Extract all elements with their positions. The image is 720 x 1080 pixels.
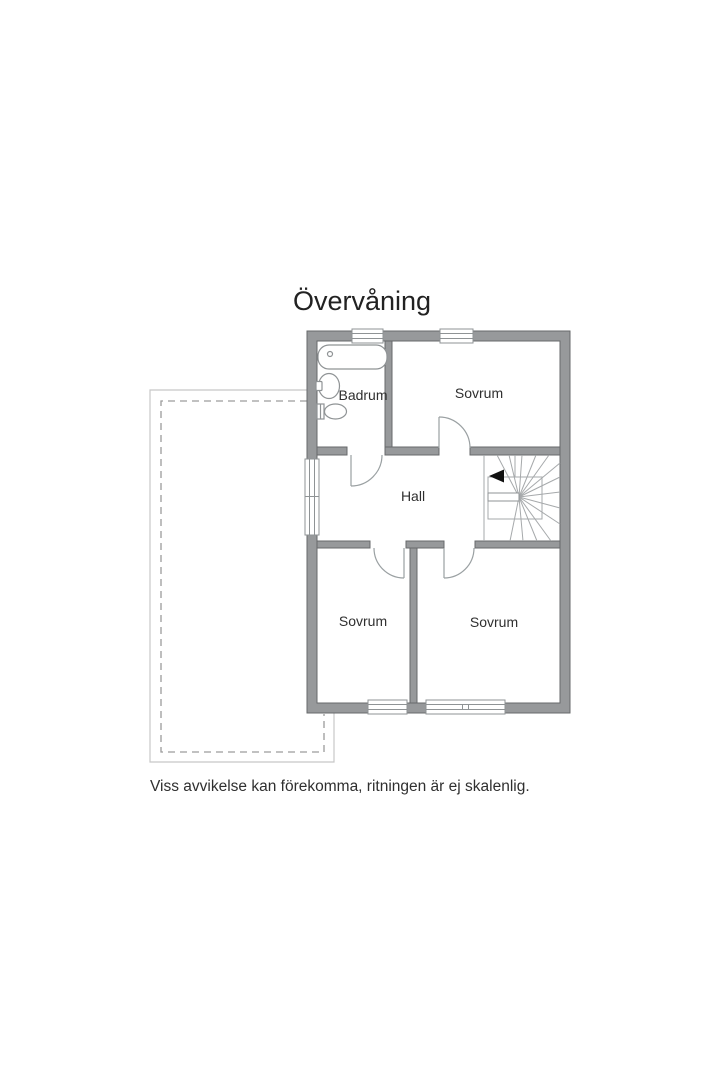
page-title: Övervåning: [292, 286, 432, 316]
wall-hall-top-right-seg: [470, 447, 560, 455]
window-bedroom-sw-bottom: [368, 700, 407, 714]
window-bedroom-se-bottom: [426, 700, 505, 714]
stair-rail-bar: [488, 493, 519, 501]
roof-outline-solid: [150, 390, 334, 762]
wall-hall-bottom-left-seg: [317, 541, 370, 548]
wall-hall-bottom-right-seg: [475, 541, 560, 548]
wall-bathroom-bottom: [317, 447, 347, 455]
bathtub-icon: [318, 345, 387, 369]
toilet-icon: [317, 404, 347, 419]
wall-hall-top-left-seg: [385, 447, 439, 455]
room-label-hall: Hall: [400, 488, 426, 504]
room-label-badrum: Badrum: [338, 387, 388, 403]
window-bedroom-ne-top: [440, 329, 473, 343]
wall-bedroom-divider: [410, 548, 417, 703]
room-label-sovrum-ne: Sovrum: [454, 385, 504, 401]
window-hall-left: [305, 459, 319, 535]
roof-outline-dashed: [161, 401, 324, 752]
roof-outline: [150, 390, 334, 762]
disclaimer-text: Viss avvikelse kan förekomma, ritningen är ej skalenlig.: [150, 778, 530, 795]
wall-hall-bottom-mid-seg: [406, 541, 444, 548]
room-label-sovrum-sw: Sovrum: [338, 613, 388, 629]
window-bathroom-top: [352, 329, 383, 343]
room-label-sovrum-se: Sovrum: [469, 614, 519, 630]
